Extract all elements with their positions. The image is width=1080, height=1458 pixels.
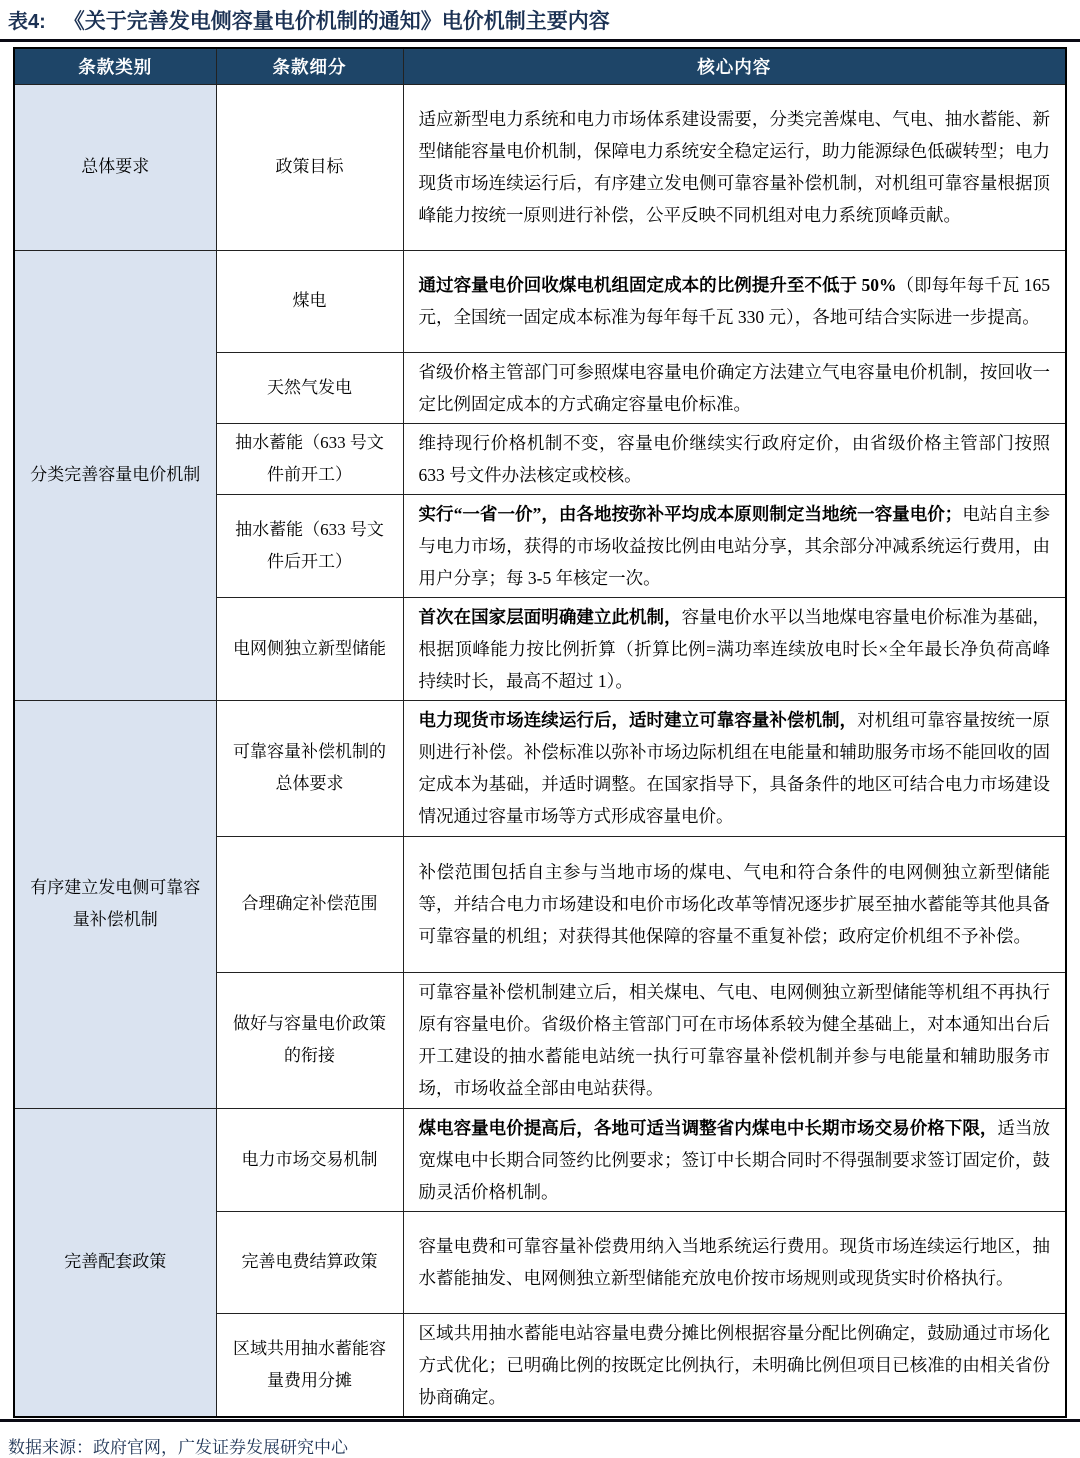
content-bold-text: 通过容量电价回收煤电机组固定成本的比例提升至不低于 50% — [418, 275, 897, 295]
content-cell — [403, 1108, 1066, 1211]
subcategory-cell: 做好与容量电价政策的衔接 — [216, 972, 403, 1108]
table-row — [14, 250, 1066, 352]
subcategory-cell: 煤电 — [216, 250, 403, 352]
subcategory-cell: 政策目标 — [216, 84, 403, 250]
category-cell: 完善配套政策 — [14, 1108, 216, 1417]
content-text: 容量电费和可靠容量补偿费用纳入当地系统运行费用。现货市场连续运行地区，抽水蓄能抽发、电网侧独立新型储能充放电价按市场规则或现货实时价格执行。 — [418, 1236, 1050, 1288]
subcategory-cell: 完善电费结算政策 — [216, 1211, 403, 1313]
column-header-category: 条款类别 — [14, 48, 216, 84]
content-bold-text: 首次在国家层面明确建立此机制， — [418, 606, 682, 627]
title-rule — [0, 39, 1080, 42]
category-cell: 分类完善容量电价机制 — [14, 250, 216, 700]
policy-table-container — [13, 47, 1067, 1418]
table-caption: 《关于完善发电侧容量电价机制的通知》电价机制主要内容 — [63, 9, 610, 33]
content-text: 适应新型电力系统和电力市场体系建设需要，分类完善煤电、气电、抽水蓄能、新型储能容量电价机制，保障电力系统安全稳定运行，助力能源绿色低碳转型；电力现货市场连续运行后，有序建立发电侧可靠容量补偿机制，对机组可靠容量根据顶峰能力按统一原则进行补偿，公平反映不同机组对电力系统顶峰贡献。 — [418, 109, 1050, 225]
column-header-subcategory: 条款细分 — [216, 48, 403, 84]
content-cell — [403, 423, 1066, 494]
content-text: 电站自主参与电力市场，获得的市场收益按比例由电站分享，其余部分冲减系统运行费用，由用户分享；每 3-5 年核定一次。 — [418, 503, 1051, 588]
content-bold-text: 电力现货市场连续运行后，适时建立可靠容量补偿机制， — [418, 710, 858, 730]
content-cell — [403, 84, 1066, 250]
content-cell — [403, 352, 1066, 423]
content-cell — [403, 597, 1066, 700]
subcategory-cell: 抽水蓄能（633 号文件后开工） — [216, 494, 403, 597]
subcategory-cell: 电网侧独立新型储能 — [216, 597, 403, 700]
content-text: 适当放宽煤电中长期合同签约比例要求；签订中长期合同时不得强制要求签订固定价，鼓励灵活价格机制。 — [418, 1117, 1051, 1202]
content-cell — [403, 700, 1066, 836]
policy-table — [13, 47, 1067, 1418]
table-row — [14, 700, 1066, 836]
column-header-core-content: 核心内容 — [403, 48, 1066, 84]
table-row — [14, 1108, 1066, 1211]
subcategory-cell: 抽水蓄能（633 号文件前开工） — [216, 423, 403, 494]
table-number-label: 表4: — [8, 11, 46, 33]
content-text: 可靠容量补偿机制建立后，相关煤电、气电、电网侧独立新型储能等机组不再执行原有容量电价。省级价格主管部门可在市场体系较为健全基础上，对本通知出台后开工建设的抽水蓄能电站统一执行可靠容量补偿机制并参与电能量和辅助服务市场，市场收益全部由电站获得。 — [418, 982, 1050, 1098]
data-source: 数据来源：政府官网，广发证券发展研究中心 — [8, 1437, 348, 1457]
content-text: （即每年每千瓦 165 元，全国统一固定成本标准为每年每千瓦 330 元），各地可结合实际进一步提高。 — [418, 275, 1051, 327]
content-bold-text: 实行“一省一价”，由各地按弥补平均成本原则制定当地统一容量电价； — [418, 503, 963, 524]
content-text: 容量电价水平以当地煤电容量电价标准为基础，根据顶峰能力按比例折算（折算比例=满功率连续放电时长×全年最长净负荷高峰持续时长，最高不超过 1）。 — [418, 606, 1051, 691]
content-cell — [403, 836, 1066, 972]
content-text: 区域共用抽水蓄能电站容量电费分摊比例根据容量分配比例确定，鼓励通过市场化方式优化；已明确比例的按既定比例执行，未明确比例但项目已核准的由相关省份协商确定。 — [418, 1322, 1050, 1407]
content-text: 维持现行价格机制不变，容量电价继续实行政府定价，由省级价格主管部门按照 633 号文件办法核定或校核。 — [418, 432, 1050, 485]
content-cell — [403, 972, 1066, 1108]
content-text: 省级价格主管部门可参照煤电容量电价确定方法建立气电容量电价机制，按回收一定比例固定成本的方式确定容量电价标准。 — [418, 361, 1050, 414]
content-cell — [403, 1211, 1066, 1313]
category-cell: 总体要求 — [14, 84, 216, 250]
table-title — [0, 0, 1080, 39]
subcategory-cell: 区域共用抽水蓄能容量费用分摊 — [216, 1313, 403, 1417]
content-text: 补偿范围包括自主参与当地市场的煤电、气电和符合条件的电网侧独立新型储能等，并结合电力市场建设和电价市场化改革等情况逐步扩展至抽水蓄能等其他具备可靠容量的机组；对获得其他保障的容量不重复补偿；政府定价机组不予补偿。 — [418, 862, 1050, 946]
content-text: 对机组可靠容量按统一原则进行补偿。补偿标准以弥补市场边际机组在电能量和辅助服务市场不能回收的固定成本为基础，并适时调整。在国家指导下，具备条件的地区可结合电力市场建设情况通过容量市场等方式形成容量电价。 — [418, 710, 1051, 826]
subcategory-cell: 可靠容量补偿机制的总体要求 — [216, 700, 403, 836]
table-row — [14, 84, 1066, 250]
content-bold-text: 煤电容量电价提高后，各地可适当调整省内煤电中长期市场交易价格下限， — [418, 1117, 998, 1138]
content-cell — [403, 250, 1066, 352]
header-row — [14, 48, 1066, 84]
category-cell: 有序建立发电侧可靠容量补偿机制 — [14, 700, 216, 1108]
subcategory-cell: 电力市场交易机制 — [216, 1108, 403, 1211]
subcategory-cell: 天然气发电 — [216, 352, 403, 423]
content-cell — [403, 1313, 1066, 1417]
content-cell — [403, 494, 1066, 597]
subcategory-cell: 合理确定补偿范围 — [216, 836, 403, 972]
